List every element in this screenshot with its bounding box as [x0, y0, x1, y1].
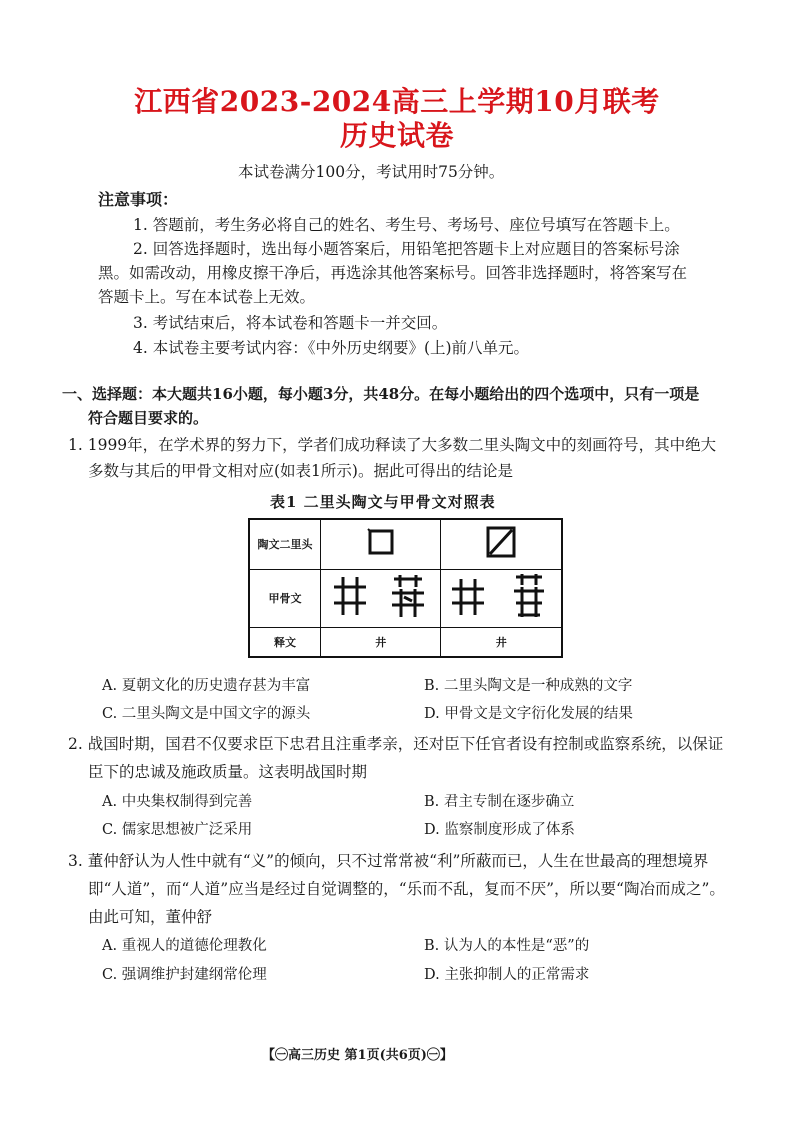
notice-item-2-line3: 答题卡上。写在本试卷上无效。: [98, 288, 316, 306]
q1-option-a: A. 夏朝文化的历史遗存甚为丰富: [102, 678, 311, 694]
notice-item-3: 3. 考试结束后，将本试卷和答题卡一并交回。: [133, 314, 448, 332]
q3-option-b: B. 认为人的本性是“恶”的: [424, 938, 590, 954]
table-row-header-translation: 释文: [249, 627, 321, 657]
notice-item-2-line2: 黑。如需改动，用橡皮擦干净后，再选涂其他答案标号。回答非选择题时，将答案写在: [98, 264, 688, 282]
section1-heading-line1: 一、选择题：本大题共16小题，每小题3分，共48分。在每小题给出的四个选项中，只有一项是: [62, 385, 700, 403]
q1-option-d: D. 甲骨文是文字衍化发展的结果: [424, 706, 633, 722]
erlitou-glyph-2: [441, 519, 562, 569]
oracle-glyph-cell-1: [321, 569, 441, 627]
erlitou-square-glyph: [366, 527, 396, 557]
notice-heading: 注意事项：: [98, 190, 179, 209]
translation-cell-2: 井: [441, 627, 562, 657]
erlitou-glyph-1: [321, 519, 441, 569]
erlitou-slash-glyph: [485, 525, 517, 559]
q3-stem-line1: 3. 董仲舒认为人性中就有“义”的倾向，只不过常常被“利”所蔽而已，人生在世最高的理想境界: [68, 852, 709, 870]
oracle-glyph-pair-1: [326, 573, 436, 619]
q3-option-a: A. 重视人的道德伦理教化: [102, 938, 267, 954]
section1-heading-line2: 符合题目要求的。: [88, 409, 209, 427]
q2-stem-line1: 2. 战国时期，国君不仅要求臣下忠君且注重孝亲，还对臣下任官者设有控制或监察系统，以保证: [68, 735, 724, 753]
page-footer: 【㊀高三历史 第1页(共6页)㊀】: [262, 1048, 453, 1063]
exam-title-line2: 历史试卷: [339, 119, 454, 152]
q2-stem-line2: 臣下的忠诚及施政质量。这表明战国时期: [88, 763, 368, 781]
notice-item-1: 1. 答题前，考生务必将自己的姓名、考生号、考场号、座位号填写在答题卡上。: [133, 216, 680, 234]
q2-option-c: C. 儒家思想被广泛采用: [102, 822, 253, 838]
translation-cell-1: 井: [321, 627, 441, 657]
q3-option-c: C. 强调维护封建纲常伦理: [102, 967, 267, 983]
notice-item-2-line1: 2. 回答选择题时，选出每小题答案后，用铅笔把答题卡上对应题目的答案标号涂: [133, 240, 680, 258]
q3-option-d: D. 主张抑制人的正常需求: [424, 967, 590, 983]
table-caption: 表1 二里头陶文与甲骨文对照表: [270, 493, 496, 511]
q2-option-a: A. 中央集权制得到完善: [102, 794, 253, 810]
q3-stem-line3: 由此可知，董仲舒: [88, 908, 213, 926]
q2-option-b: B. 君主专制在逐步确立: [424, 794, 575, 810]
notice-item-4: 4. 本试卷主要考试内容：《中外历史纲要》(上)前八单元。: [133, 339, 530, 357]
q1-option-c: C. 二里头陶文是中国文字的源头: [102, 706, 311, 722]
oracle-glyph-cell-2: [441, 569, 562, 627]
q1-stem-line1: 1. 1999年，在学术界的努力下，学者们成功释读了大多数二里头陶文中的刻画符号，其中绝大: [68, 436, 717, 454]
table-row-header-erlitou: 陶文二里头: [249, 519, 321, 569]
q1-stem-line2: 多数与其后的甲骨文相对应(如表1所示)。据此可得出的结论是: [88, 462, 513, 480]
exam-subtitle: 本试卷满分100分，考试用时75分钟。: [238, 163, 505, 181]
q1-option-b: B. 二里头陶文是一种成熟的文字: [424, 678, 633, 694]
exam-title-line1: 江西省2023-2024高三上学期10月联考: [134, 85, 660, 118]
q2-option-d: D. 监察制度形成了体系: [424, 822, 575, 838]
comparison-table: [248, 518, 563, 658]
table-row-header-oracle: 甲骨文: [249, 569, 321, 627]
oracle-glyph-pair-2: [446, 573, 556, 619]
q3-stem-line2: 即“人道”，而“人道”应当是经过自觉调整的，“乐而不乱，复而不厌”，所以要“陶冶而成之”。: [88, 880, 725, 898]
